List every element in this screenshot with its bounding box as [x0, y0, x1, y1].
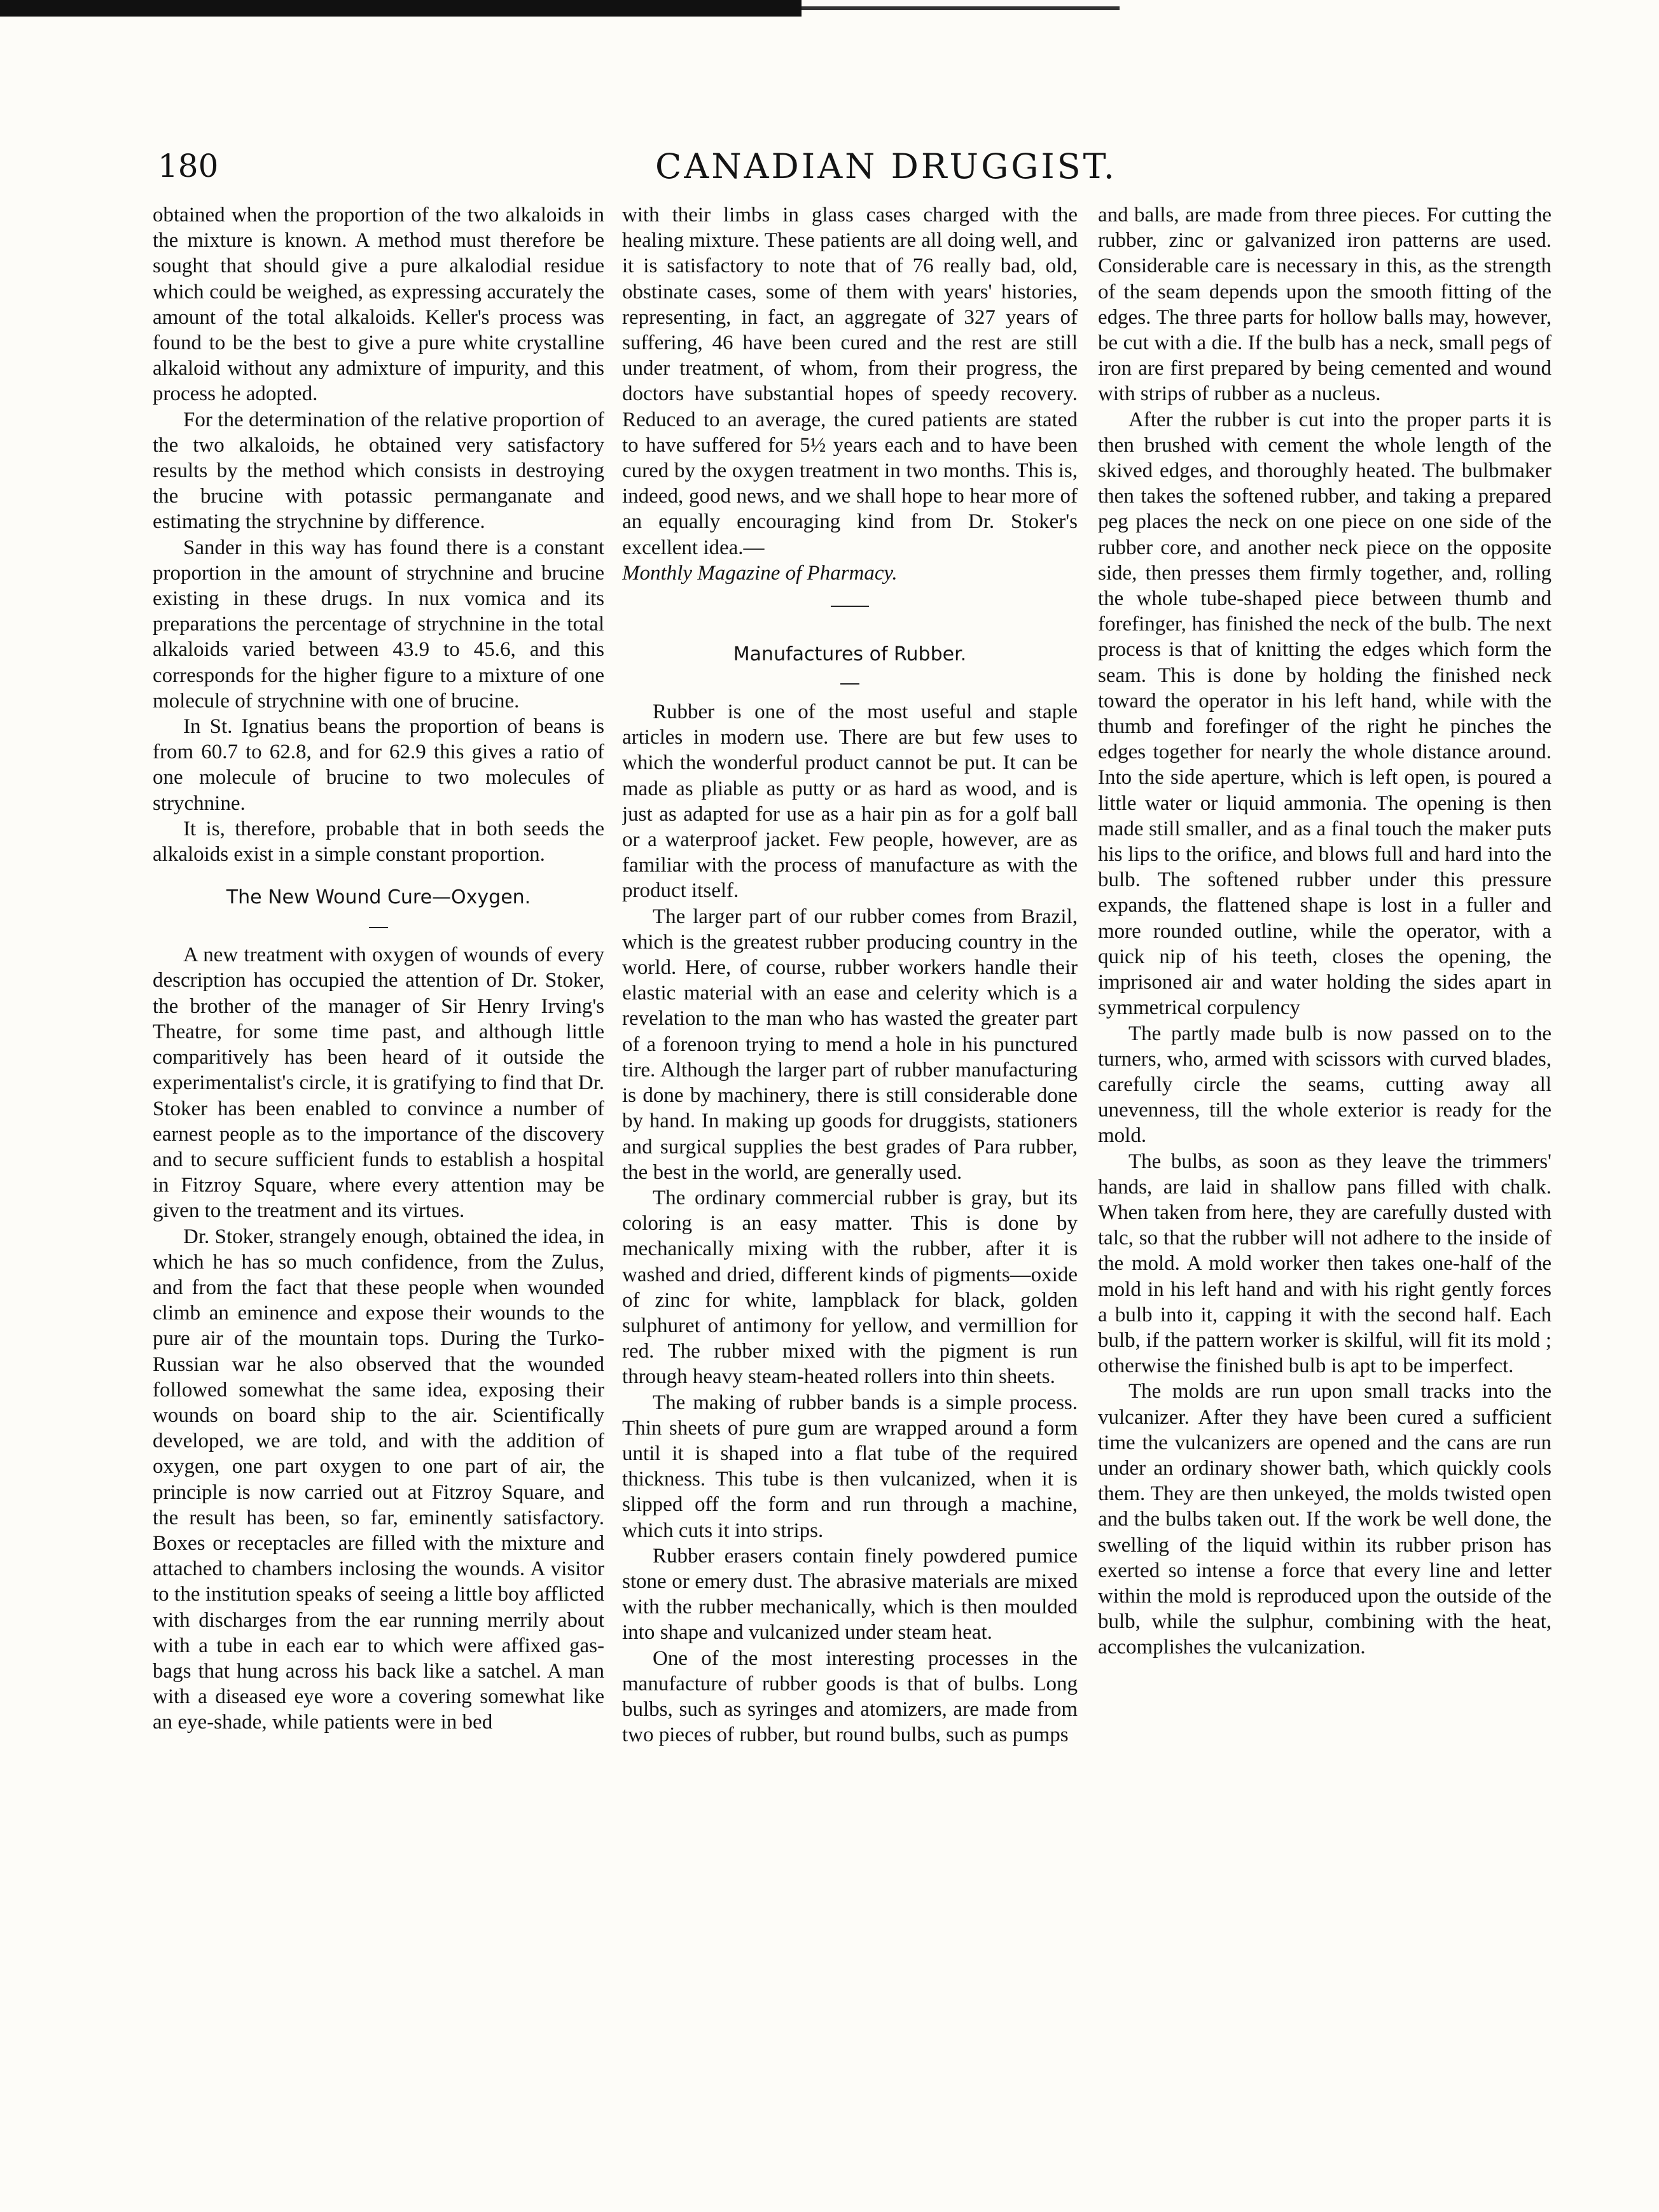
heading-dash: [622, 670, 1078, 695]
paragraph: Rubber is one of the most useful and staple articles in modern use. There are but few uses to which the wonderful product cannot be put. It can be made as pliable as putty or as hard as wood, and is just as adapted for use as a hair pin as for a golf ball or a waterproof jacket. Few people, however, are as familiar with the process of manufacture as with the product itself.: [622, 700, 1078, 903]
source-citation: Monthly Magazine of Pharmacy.: [622, 561, 898, 585]
paragraph: One of the most interesting processes in the manufacture of rubber goods is that of bulbs. Long bulbs, such as syringes and atomizers, are made from two pieces of rubber, but round bulbs, such as pumps: [622, 1646, 1078, 1747]
paragraph: The ordinary commercial rubber is gray, but its coloring is an easy matter. This is done by mechanically mixing with the rubber, after it is washed and dried, different kinds of pigments—oxide of zinc for white, lampblack for black, golden sulphuret of antimony for yellow, and vermillion for red. The rubber mixed with the pigment is run through heavy steam-heated rollers into thin sheets.: [622, 1186, 1078, 1389]
paragraph: [622, 202, 1078, 586]
paragraph: Dr. Stoker, strangely enough, obtained the idea, in which he has so much confidence, from the Zulus, and from the fact that these people when wounded climb an eminence and expose their wounds to the pure air of the mountain tops. During the Turko-Russian war he also observed that the wounded followed somewhat the same idea, exposing their wounds on board ship to the air. Scientifically developed, we are told, and with the addition of oxygen, one part oxygen to one part of air, the principle is now carried out at Fitzroy Square, and the result has been, so far, eminently satisfactory. Boxes or receptacles are filled with the mixture and attached to chambers inclosing the wounds. A visitor to the institution speaks of seeing a little boy afflicted with discharges from the ear running merrily about with a tube in each ear to which were affixed gas-bags that hung across his back like a satchel. A man with a diseased eye wore a covering somewhat like an eye-shade, while patients were in bed: [153, 1225, 604, 1734]
paragraph: Sander in this way has found there is a constant proportion in the amount of strychnine and brucine existing in these drugs. In nux vomica and its preparations the percentage of strychnine in the total alkaloids varied between 43.9 to 45.6, and this corresponds for the higher figure to a mixture of one molecule of strychnine with one of brucine.: [153, 536, 604, 713]
column-3: [1098, 202, 1551, 2187]
paragraph: The making of rubber bands is a simple process. Thin sheets of pure gum are wrapped around a form until it is shaped into a flat tube of the required thickness. This tube is then vulcanized, when it is slipped off the form and run through a machine, which cuts it into strips.: [622, 1391, 1078, 1542]
paragraph: For the determination of the relative proportion of the two alkaloids, he obtained very satisfactory results by the method which consists in destroying the brucine with potassic permanganate and estimating the strychnine by difference.: [153, 408, 604, 534]
paragraph: obtained when the proportion of the two alkaloids in the mixture is known. A method must therefore be sought that should give a pure alkalodial residue which could be weighed, as expressing accurately the amount of the total alkaloids. Keller's process was found to be the best to give a pure white crystalline alkaloid without any admixture of impurity, and this process he adopted.: [153, 204, 604, 406]
paragraph-text: with their limbs in glass cases charged with the healing mixture. These patients are all doing well, and it is satisfactory to note that of 76 really bad, old, obstinate cases, some of them with years' histories, representing, in fact, an aggregate of 327 years of suffering, 46 have been cured and the rest are still under treatment, of whom, from their progress, the doctors have substantial hopes of speedy recovery. Reduced to an average, the cured patients are stated to have suffered for 5½ years each and to have been cured by the oxygen treatment in two months. This is, indeed, good news, and we shall hope to hear more of an equally encouraging kind from Dr. Stoker's excellent idea.—: [622, 204, 1078, 559]
top-rule: [0, 0, 802, 17]
paragraph: It is, therefore, probable that in both seeds the alkaloids exist in a simple constant proportion.: [153, 817, 604, 866]
running-head: CANADIAN DRUGGIST.: [655, 146, 1117, 186]
article-heading-oxygen: The New Wound Cure—Oxygen.: [226, 886, 531, 909]
heading-dash: [153, 913, 604, 938]
paragraph: After the rubber is cut into the proper parts it is then brushed with cement the whole length of the skived edges, and thoroughly heated. The bulbmaker then takes the softened rubber, and taking a prepared peg places the neck on one piece on one side of the rubber core, and another neck piece on the opposite side, then presses them firmly together, and, rolling the whole tube-shaped piece between thumb and forefinger, has finished the neck of the bulb. The next process is that of knitting the edges which form the seam. This is done by holding the finished neck toward the operator in his left hand, while with the thumb and forefinger of the right he pinches the edges together for nearly the whole distance around. Into the side aperture, which is left open, is poured a little water or liquid ammonia. The opening is then made still smaller, and as a final touch the maker puts his lips to the orifice, and blows full and hard into the bulb. The softened rubber under this pressure expands, the flattened shape is lost in a fuller and more rounded outline, while the operator, with a quick nip of his teeth, closes the opening, the imprisoned air and water holding the sides apart in symmetrical corpulency: [1098, 408, 1551, 1020]
article-separator: [622, 586, 1078, 624]
paragraph: The molds are run upon small tracks into the vulcanizer. After they have been cured a sufficient time the vulcanizers are opened and the cans are run under an ordinary shower bath, which quickly cools them. They are then unkeyed, the molds twisted open and the bulbs taken out. If the work be well done, the swelling of the liquid within its rubber prison has exerted so intense a force that every line and letter within the mold is reproduced upon the outside of the bulb, while the sulphur, combining with the heat, accomplishes the vulcanization.: [1098, 1380, 1551, 1659]
top-rule-thin: [802, 6, 1120, 10]
article-heading-rubber: Manufactures of Rubber.: [733, 643, 967, 666]
paragraph: The bulbs, as soon as they leave the trimmers' hands, are laid in shallow pans filled with chalk. When taken from here, they are carefully dusted with talc, so that the rubber will not adhere to the inside of the mold. A mold worker then takes one-half of the mold in his left hand and with his right gently forces a bulb into it, capping it with the second half. Each bulb, if the pattern worker is skilful, will fit its mold ; otherwise the finished bulb is apt to be imperfect.: [1098, 1150, 1551, 1378]
paragraph: and balls, are made from three pieces. For cutting the rubber, zinc or galvanized iron patterns are used. Considerable care is necessary in this, as the strength of the seam depends upon the smooth fitting of the edges. The three parts for hollow balls may, however, be cut with a die. If the bulb has a neck, small pegs of iron are first prepared by being cemented and wound with strips of rubber as a nucleus.: [1098, 204, 1551, 406]
paragraph: In St. Ignatius beans the proportion of beans is from 60.7 to 62.8, and for 62.9 this gives a ratio of one molecule of brucine to two molecules of strychnine.: [153, 715, 604, 815]
paragraph: A new treatment with oxygen of wounds of every description has occupied the attention of Dr. Stoker, the brother of the manager of Sir Henry Irving's Theatre, for some time past, and although little comparitively has been heard of it outside the experimentalist's circle, it is gratifying to find that Dr. Stoker has been enabled to convince a number of earnest people as to the importance of the discovery and to secure sufficient funds to establish a hospital in Fitzroy Square, where every attention may be given to the treatment and its virtues.: [153, 943, 604, 1223]
paragraph: The larger part of our rubber comes from Brazil, which is the greatest rubber producing country in the world. Here, of course, rubber workers handle their elastic material with an ease and celerity which is a revelation to the man who has wasted the greater part of a forenoon trying to mend a hole in his punctured tire. Although the larger part of rubber manufacturing is done by machinery, there is still considerable done by hand. In making up goods for druggists, stationers and surgical supplies the best grades of Para rubber, the best in the world, are generally used.: [622, 905, 1078, 1184]
paragraph: The partly made bulb is now passed on to the turners, who, armed with scissors with curved blades, carefully circle the seams, cutting away all unevenness, till the whole exterior is ready for the mold.: [1098, 1022, 1551, 1148]
page-number: 180: [158, 148, 219, 184]
column-1: [153, 202, 604, 2187]
column-2: [622, 202, 1078, 2187]
paragraph: Rubber erasers contain finely powdered pumice stone or emery dust. The abrasive materials are mixed with the rubber mechanically, which is then moulded into shape and vulcanized under steam heat.: [622, 1544, 1078, 1645]
